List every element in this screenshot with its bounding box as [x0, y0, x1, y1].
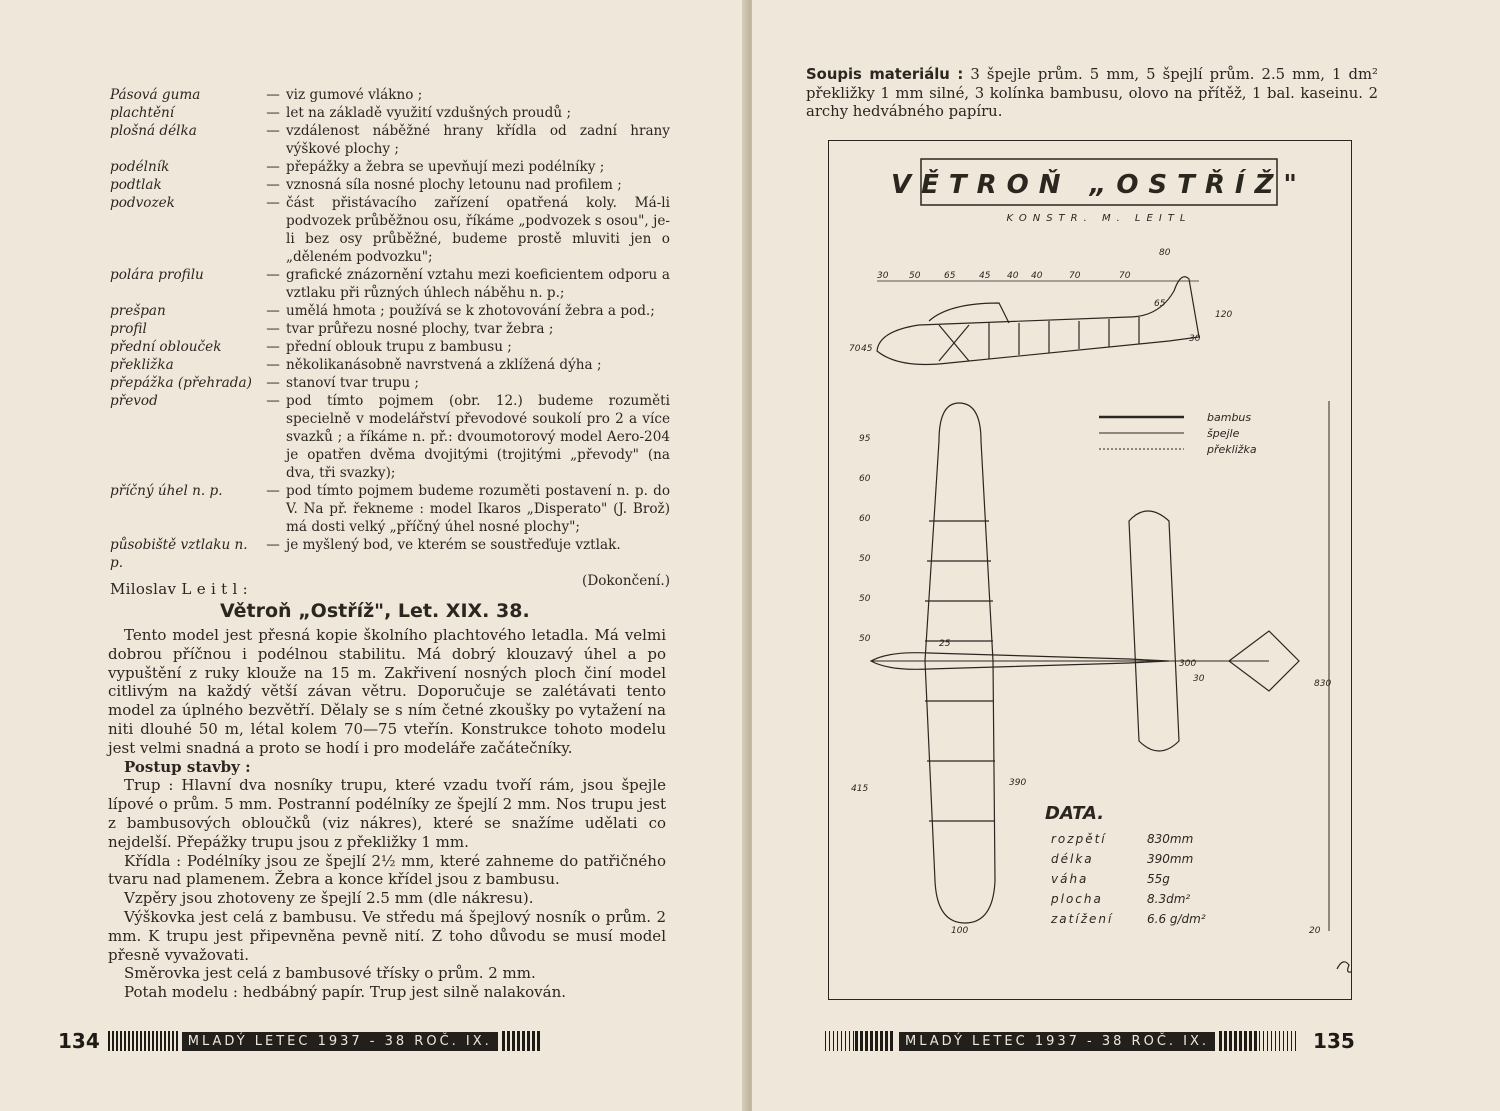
- side-dim-label: 40: [1007, 271, 1019, 281]
- footer-bars-ornament: [855, 1031, 895, 1051]
- top-dim-label: 25: [939, 639, 951, 649]
- side-dim-label: 80: [1159, 248, 1171, 258]
- glossary-entry: profil — tvar průřezu nosné plochy, tvar žebra ;: [110, 320, 670, 338]
- bottom-dim-label: 100: [951, 926, 969, 936]
- glossary-entry: podvozek — část přistávacího zařízení opatřená koly. Má-li podvozek průběžnou osu, říkáme „podvozek s osou", je-li bez osy průběžné, budeme prostě mluviti jen o „děleném podvozku";: [110, 195, 670, 265]
- build-step: Směrovka jest celá z bambusové třísky o prům. 2 mm.: [124, 964, 536, 983]
- glossary-term: přepážka (přehrada): [110, 375, 252, 391]
- top-dim-label: 50: [859, 554, 871, 564]
- article-paragraph: Tento model jest přesná kopie školního plachtového letadla. Má velmi dobrou příčnou i podélnou stabilitu. Má dobrý klouzavý úhel a po vypuštění z ruky klouže na 15 m. Zakřivení nosných ploch činí model citlivým na každý větší závan větru. Doporučuje se zalétávati tento model za úplného bezvětří. Dělaly se s ním četné zkoušky po vytažení na niti dlouhé 50 m, létal kolem 70—75 vteřín. Konstrukce tohoto modelu jest velmi snadná a proto se hodí i pro modeláře začátečníky.: [108, 626, 666, 757]
- glossary-entry: podtlak — vznosná síla nosné plochy letounu nad profilem ;: [110, 176, 670, 194]
- glossary-term: plachtění: [110, 105, 175, 121]
- legend-preklizka: překližka: [1207, 443, 1257, 456]
- plan-subtitle: KONSTR. M. LEITL: [1006, 213, 1192, 224]
- build-step: Vzpěry jsou zhotoveny ze špejlí 2.5 mm (dle nákresu).: [124, 889, 534, 908]
- glossary: [110, 86, 670, 590]
- glossary-definition: stanoví tvar trupu ;: [286, 375, 419, 391]
- article-title: Větroň „Ostříž", Let. XIX. 38.: [220, 600, 530, 622]
- glossary-entry: příčný úhel n. p. — pod tímto pojmem budeme rozuměti postavení n. p. do V. Na př. řekneme : model Ikaros „Disperato" (J. Brož) má dosti velký „příčný úhel nosné plochy";: [110, 483, 670, 535]
- top-dim-label: 60: [859, 514, 871, 524]
- article-body: [108, 626, 666, 1002]
- span-dim-label: 830: [1314, 679, 1332, 689]
- page-number: 135: [1313, 1029, 1355, 1053]
- glossary-entry: převod — pod tímto pojmem (obr. 12.) budeme rozuměti specielně v modelářství převodové soukolí pro 2 a více svazků ; a říkáme n. př.: dvoumotorový model Aero-204 je opatřen dvěma dvojitými (trojitými „převody" (na dva, tři svazky);: [110, 393, 670, 481]
- glossary-entry: plachtění — let na základě využití vzdušných proudů ;: [110, 104, 670, 122]
- glossary-entry: Pásová guma — viz gumové vlákno ;: [110, 86, 670, 104]
- glossary-term: profil: [110, 321, 147, 337]
- material-legend: [1099, 417, 1184, 449]
- build-step: Výškovka jest celá z bambusu. Ve středu má špejlový nosník o prům. 2 mm. K trupu jest připevněna pevně nití. Z toho důvodu se musí model přesně vyvažovati.: [108, 907, 666, 964]
- glossary-entry: překližka — několikanásobně navrstvená a zklížená dýha ;: [110, 356, 670, 374]
- data-label: délka: [1051, 852, 1094, 866]
- glossary-term: převod: [110, 393, 158, 409]
- glossary-term: podélník: [110, 159, 170, 175]
- glossary-definition: viz gumové vlákno ;: [286, 87, 423, 103]
- side-dim-label: 30: [877, 271, 889, 281]
- signature-mark: [1337, 962, 1351, 972]
- glossary-definition: umělá hmota ; používá se k zhotovování žebra a pod.;: [286, 303, 655, 319]
- top-dim-label: 300: [1179, 659, 1197, 669]
- materials-text: 3 špejle prům. 5 mm, 5 špejlí prům. 2.5 mm, 1 dm² překližky 1 mm silné, 3 kolínka bambusu, olovo na přítěž, 1 bal. kaseinu. 2 archy hedvábného papíru.: [806, 66, 1378, 121]
- glossary-term: prešpan: [110, 303, 166, 319]
- footer-bars-ornament: [1219, 1031, 1259, 1051]
- glossary-term: překližka: [110, 357, 174, 373]
- data-label: váha: [1051, 872, 1089, 886]
- data-label: zatížení: [1051, 912, 1114, 926]
- data-value: 390mm: [1147, 852, 1194, 866]
- top-view: [871, 401, 1332, 931]
- glider-plan-drawing: [828, 140, 1352, 1000]
- glossary-term: podtlak: [110, 177, 162, 193]
- glossary-definition: část přistávacího zařízení opatřená koly. Má-li podvozek průběžnou osu, říkáme „podvozek s osou", je-li bez osy průběžné, budeme prostě mluviti jen o „děleném podvozku";: [286, 195, 670, 265]
- page-footer: [58, 1030, 542, 1052]
- glossary-definition: vzdálenost náběžné hrany křídla od zadní hrany výškové plochy ;: [286, 123, 670, 157]
- data-value: 55g: [1147, 872, 1170, 886]
- glossary-definition: tvar průřezu nosné plochy, tvar žebra ;: [286, 321, 554, 337]
- side-dim-label: 45: [861, 344, 873, 354]
- side-dim-label: 65: [944, 271, 956, 281]
- glossary-entry: působiště vztlaku n. p. — je myšlený bod, ve kterém se soustřeďuje vztlak.: [110, 536, 670, 572]
- glossary-continued-note: (Dokončení.): [582, 573, 670, 589]
- glossary-term: Pásová guma: [110, 87, 201, 103]
- glossary-definition: vznosná síla nosné plochy letounu nad profilem ;: [286, 177, 622, 193]
- materials-label: Soupis materiálu :: [806, 66, 964, 83]
- data-table: [1050, 832, 1206, 926]
- glossary-definition: pod tímto pojmem (obr. 12.) budeme rozuměti specielně v modelářství převodové soukolí pro 2 a více svazků ; a říkáme n. př.: dvoumotorový model Aero-204 je opatřen dvěma dvojitými (trojitými „převody" (na dva, tři svazky);: [286, 393, 670, 481]
- magazine-footer-label: MLADÝ LETEC 1937 - 38 ROČ. IX.: [899, 1032, 1215, 1051]
- legend-spejle: špejle: [1207, 427, 1240, 440]
- side-dim-label: 70: [1119, 271, 1131, 281]
- glossary-entry: plošná délka — vzdálenost náběžné hrany křídla od zadní hrany výškové plochy ;: [110, 123, 670, 157]
- side-dim-label: 120: [1215, 310, 1233, 320]
- top-dim-label: 30: [1193, 674, 1205, 684]
- glossary-definition: je myšlený bod, ve kterém se soustřeďuje vztlak.: [286, 537, 621, 553]
- side-dim-label: 70: [1069, 271, 1081, 281]
- side-dim-label: 30: [1189, 334, 1201, 344]
- bottom-dim-label: 20: [1309, 926, 1321, 936]
- side-dim-label: 70: [849, 344, 861, 354]
- glossary-term: podvozek: [110, 195, 175, 211]
- glossary-term: polára profilu: [110, 267, 204, 283]
- glossary-term: příčný úhel n. p.: [110, 483, 223, 499]
- plan-title: VĚTROŇ „OSTŘÍŽ": [891, 170, 1307, 200]
- glossary-definition: několikanásobně navrstvená a zklížená dýha ;: [286, 357, 602, 373]
- footer-bars-ornament: [502, 1031, 542, 1051]
- page-footer: [825, 1030, 1355, 1052]
- legend-bambus: bambus: [1207, 411, 1252, 424]
- top-dim-label: 60: [859, 474, 871, 484]
- glossary-entry: podélník — přepážky a žebra se upevňují mezi podélníky ;: [110, 158, 670, 176]
- build-step: Potah modelu : hedbábný papír. Trup jest silně nalakován.: [124, 983, 567, 1002]
- page-number: 134: [58, 1029, 100, 1053]
- glossary-definition: grafické znázornění vztahu mezi koeficientem odporu a vztlaku při různých úhlech náběhu n. p.;: [286, 267, 670, 301]
- glossary-entry: prešpan — umělá hmota ; používá se k zhotovování žebra a pod.;: [110, 302, 670, 320]
- article-author: Miloslav L e i t l :: [110, 580, 249, 598]
- side-dim-label: 40: [1031, 271, 1043, 281]
- data-value: 8.3dm²: [1147, 892, 1191, 906]
- side-dim-label: 45: [979, 271, 991, 281]
- top-dim-label: 50: [859, 594, 871, 604]
- article-subheading: Postup stavby :: [124, 757, 251, 776]
- magazine-footer-label: MLADÝ LETEC 1937 - 38 ROČ. IX.: [182, 1032, 498, 1051]
- data-value: 6.6 g/dm²: [1147, 912, 1206, 926]
- glossary-definition: přepážky a žebra se upevňují mezi podélníky ;: [286, 159, 605, 175]
- glossary-definition: let na základě využití vzdušných proudů ;: [286, 105, 572, 121]
- side-dim-label: 65: [1154, 299, 1166, 309]
- side-view: [877, 277, 1199, 365]
- materials-list: [806, 66, 1378, 122]
- footer-bars-ornament: [825, 1031, 855, 1051]
- data-label: plocha: [1051, 892, 1103, 906]
- top-dim-label: 390: [1009, 778, 1027, 788]
- data-title: DATA.: [1045, 803, 1105, 824]
- top-dim-label: 50: [859, 634, 871, 644]
- left-page: [0, 0, 748, 1111]
- side-dim-label: 50: [909, 271, 921, 281]
- build-step: Trup : Hlavní dva nosníky trupu, které vzadu tvoří rám, jsou špejle lípové o prům. 5 mm. Postranní podélníky ze špejlí 2 mm. Nos trupu jest z bambusových obloučků (viz nákres), které se snažíme udělati co nejdelší. Přepážky trupu jsou z překližky 1 mm.: [108, 776, 666, 851]
- glossary-entry: polára profilu — grafické znázornění vztahu mezi koeficientem odporu a vztlaku při různých úhlech náběhu n. p.;: [110, 267, 670, 301]
- build-step: Křídla : Podélníky jsou ze špejlí 2½ mm, které zahneme do patřičného tvaru nad plamenem. Žebra a konce křídel jsou z bambusu.: [108, 851, 666, 889]
- plan-svg: [829, 141, 1351, 999]
- glossary-definition: přední oblouk trupu z bambusu ;: [286, 339, 512, 355]
- glossary-term: přední oblouček: [110, 339, 222, 355]
- data-label: rozpětí: [1051, 832, 1107, 846]
- footer-bars-ornament: [1259, 1031, 1299, 1051]
- top-dim-label: 415: [851, 784, 869, 794]
- glossary-entry: přední oblouček — přední oblouk trupu z bambusu ;: [110, 338, 670, 356]
- glossary-term: plošná délka: [110, 123, 197, 139]
- data-value: 830mm: [1147, 832, 1194, 846]
- glossary-term: působiště vztlaku n. p.: [110, 537, 248, 571]
- footer-bars-ornament: [108, 1031, 178, 1051]
- glossary-definition: pod tímto pojmem budeme rozuměti postavení n. p. do V. Na př. řekneme : model Ikaros „Disperato" (J. Brož) má dosti velký „příčný úhel nosné plochy";: [286, 483, 670, 535]
- top-dim-label: 95: [859, 434, 871, 444]
- glossary-entry: přepážka (přehrada) — stanoví tvar trupu ;: [110, 374, 670, 392]
